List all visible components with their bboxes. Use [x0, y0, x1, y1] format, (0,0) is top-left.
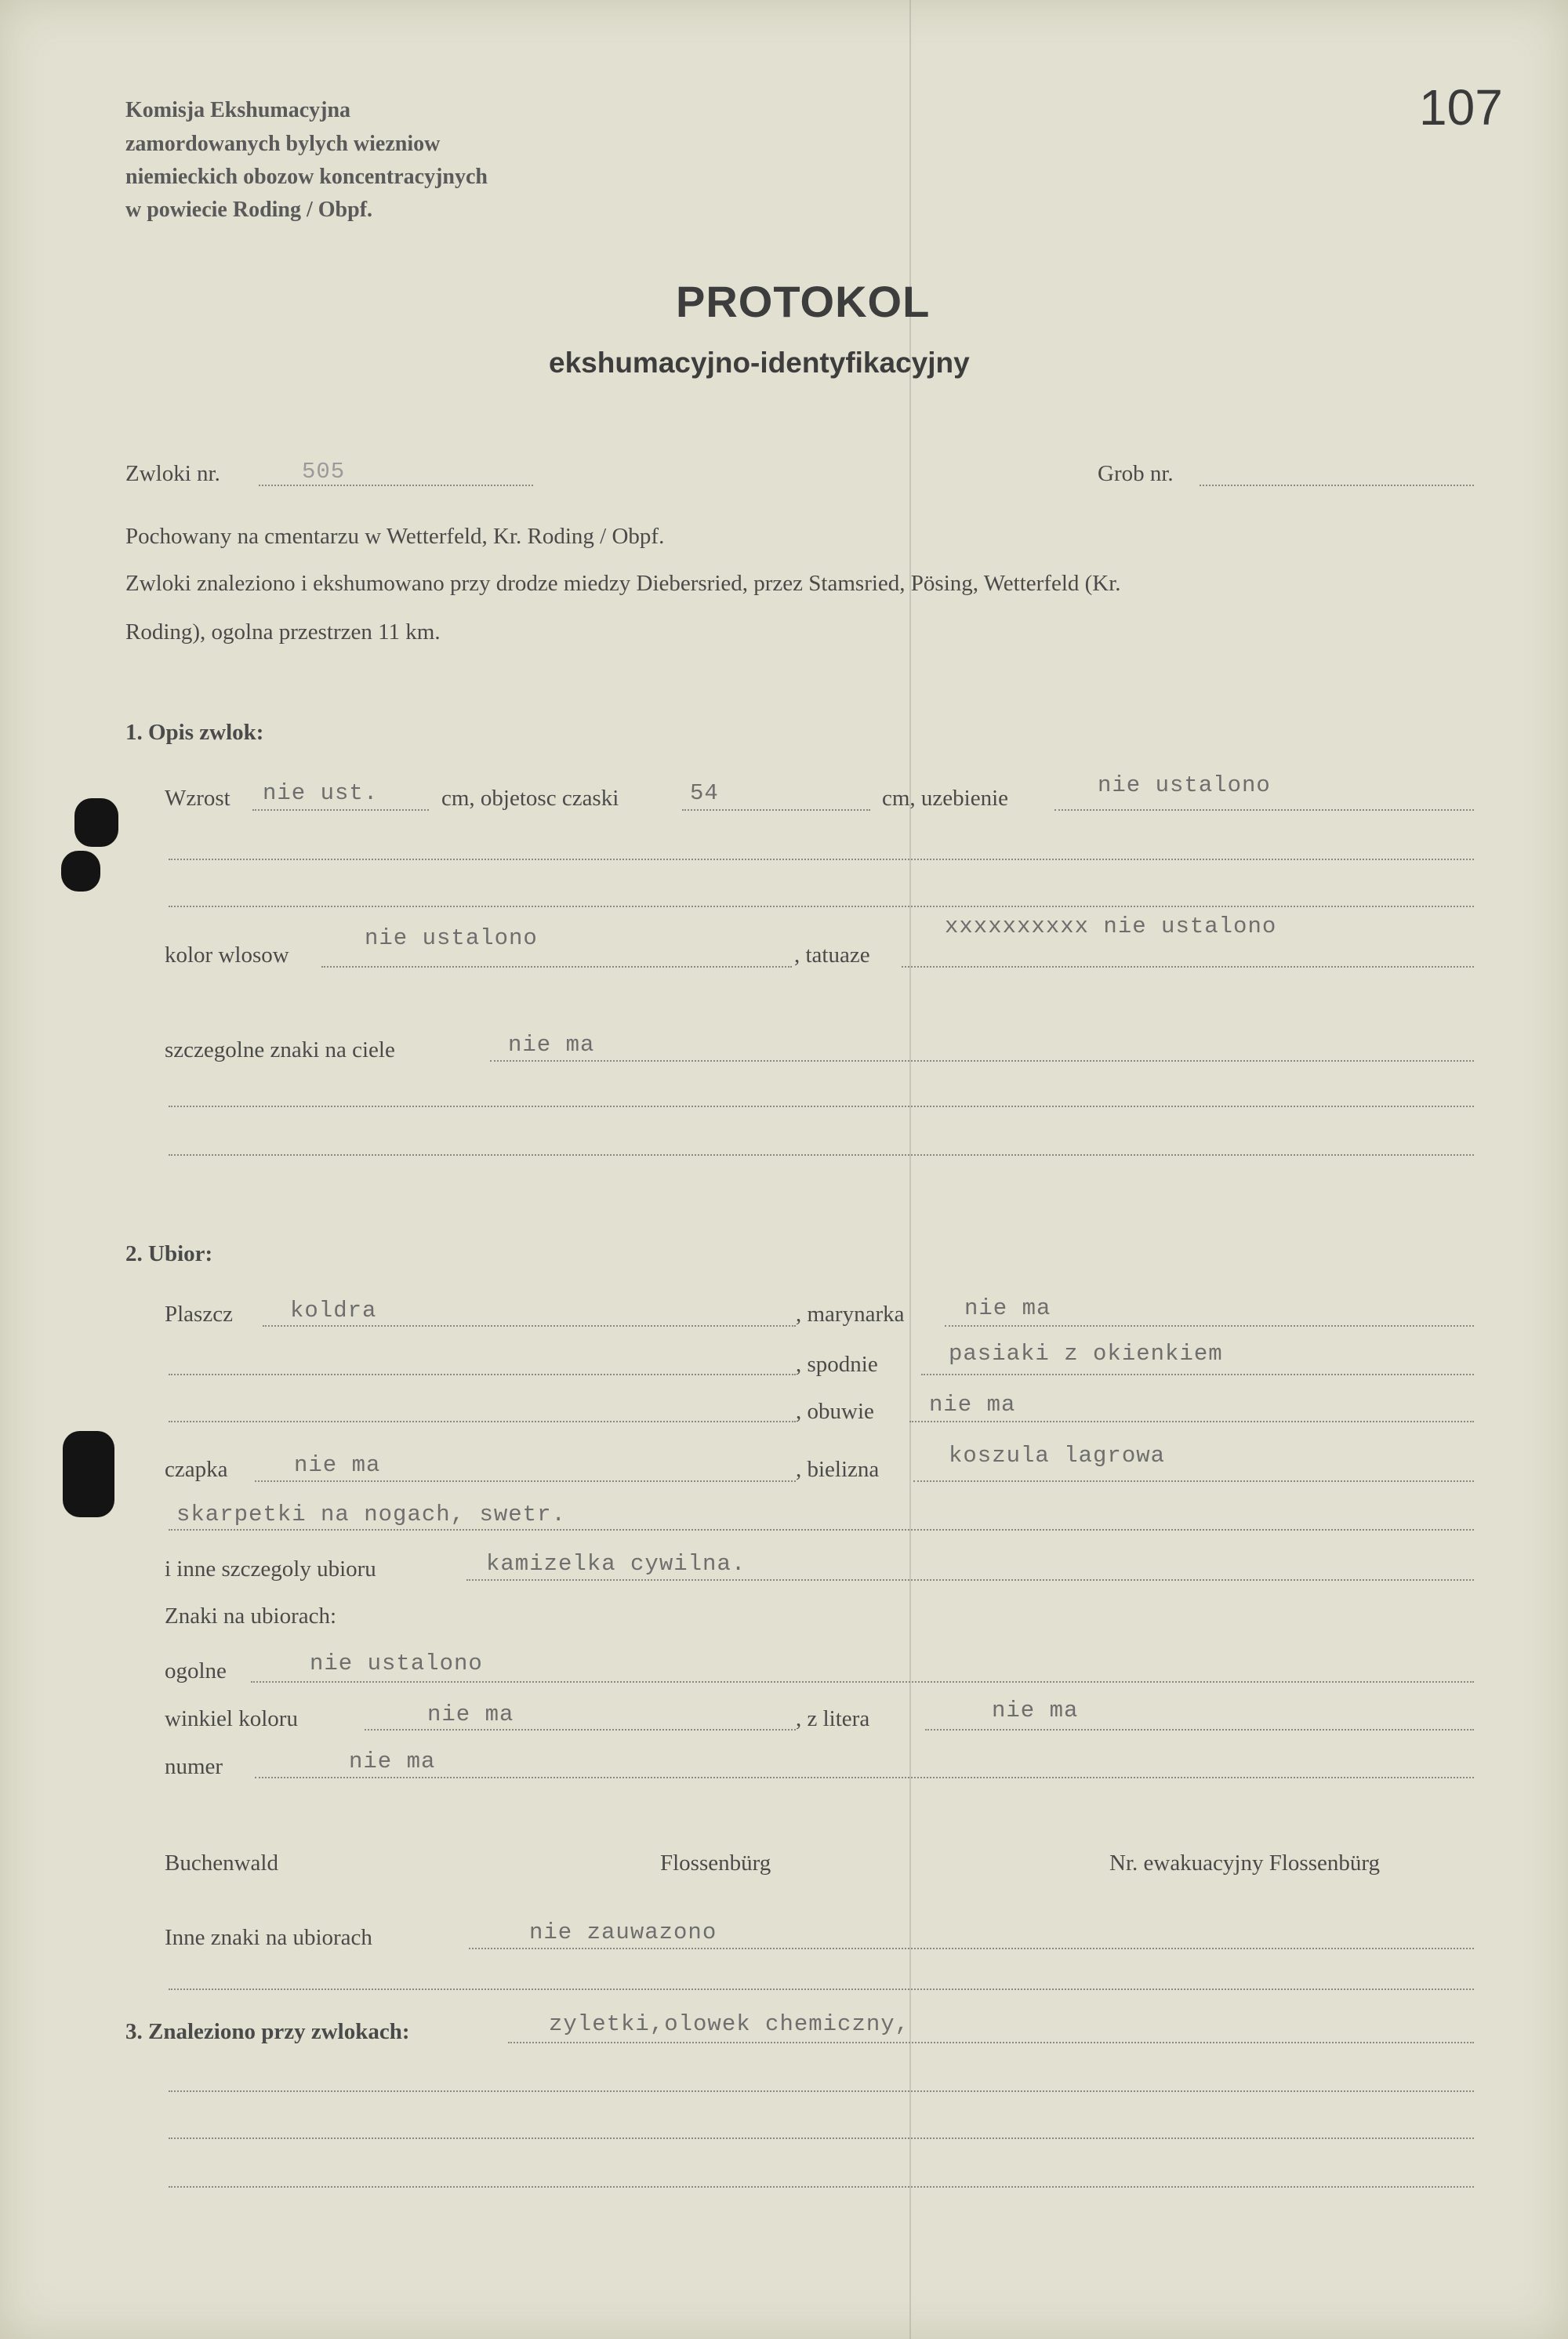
- znaki-ubior-label: Znaki na ubiorach:: [165, 1604, 337, 1629]
- plaszcz-value: koldra: [290, 1298, 377, 1324]
- zwloki-value: 505: [302, 459, 346, 485]
- section1-heading: 1. Opis zwlok:: [125, 720, 264, 745]
- czaszka-value: 54: [690, 780, 719, 806]
- buried-line: Pochowany na cmentarzu w Wetterfeld, Kr. Roding / Obpf.: [125, 524, 665, 549]
- czapka-label: czapka: [165, 1457, 228, 1482]
- wzrost-value: nie ust.: [263, 780, 379, 806]
- inne-znaki-label: Inne znaki na ubiorach: [165, 1925, 372, 1950]
- buchenwald-label: Buchenwald: [165, 1850, 278, 1876]
- section3-value: zyletki,olowek chemiczny,: [549, 2011, 910, 2037]
- section3-heading: 3. Znaleziono przy zwlokach:: [125, 2019, 410, 2044]
- inne-znaki-value: nie zauwazono: [529, 1920, 717, 1945]
- marynarka-value: nie ma: [964, 1295, 1051, 1321]
- grob-label: Grob nr.: [1098, 461, 1174, 486]
- spodnie-value: pasiaki z okienkiem: [949, 1341, 1223, 1367]
- tatuaze-value: xxxxxxxxxx nie ustalono: [945, 913, 1277, 939]
- marynarka-label: , marynarka: [796, 1302, 905, 1327]
- ewak-label: Nr. ewakuacyjny Flossenbürg: [1109, 1850, 1380, 1876]
- document-title: PROTOKOL: [676, 277, 931, 326]
- extra-clothing-value: skarpetki na nogach, swetr.: [176, 1502, 566, 1527]
- uzebienie-value: nie ustalono: [1098, 772, 1271, 798]
- org-line-3: niemieckich obozow koncentracyjnych: [125, 165, 488, 189]
- found-line-2: Roding), ogolna przestrzen 11 km.: [125, 619, 441, 645]
- znaki-label: szczegolne znaki na ciele: [165, 1037, 395, 1062]
- znaki-value: nie ma: [508, 1032, 595, 1058]
- czapka-value: nie ma: [294, 1452, 381, 1478]
- org-line-1: Komisja Ekshumacyjna: [125, 98, 351, 122]
- obuwie-value: nie ma: [929, 1392, 1016, 1418]
- flossenburg-label: Flossenbürg: [660, 1850, 771, 1876]
- bielizna-label: , bielizna: [796, 1457, 880, 1482]
- section2-heading: 2. Ubior:: [125, 1241, 213, 1266]
- spodnie-label: , spodnie: [796, 1352, 878, 1377]
- punch-hole: [63, 1431, 114, 1517]
- inne-value: kamizelka cywilna.: [486, 1551, 746, 1577]
- org-line-2: zamordowanych bylych wiezniow: [125, 132, 441, 156]
- ogolne-label: ogolne: [165, 1658, 227, 1683]
- inne-label: i inne szczegoly ubioru: [165, 1556, 376, 1582]
- kolor-label: kolor wlosow: [165, 943, 289, 968]
- found-line-1: Zwloki znaleziono i ekshumowano przy drodze miedzy Diebersried, przez Stamsried, Pösing, Wetterfeld (Kr.: [125, 571, 1121, 596]
- bielizna-value: koszula lagrowa: [949, 1443, 1166, 1469]
- ogolne-value: nie ustalono: [310, 1651, 483, 1676]
- plaszcz-label: Plaszcz: [165, 1302, 233, 1327]
- page-number: 107: [1419, 79, 1503, 136]
- winkiel-label: winkiel koloru: [165, 1706, 298, 1731]
- punch-hole: [74, 798, 118, 847]
- cm1-label: cm, objetosc czaski: [441, 786, 619, 811]
- tatuaze-label: , tatuaze: [794, 943, 870, 968]
- winkiel-value: nie ma: [427, 1702, 514, 1727]
- zwloki-label: Zwloki nr.: [125, 461, 220, 486]
- numer-value: nie ma: [349, 1749, 436, 1774]
- punch-hole: [61, 851, 100, 892]
- document-subtitle: ekshumacyjno-identyfikacyjny: [549, 347, 970, 379]
- obuwie-label: , obuwie: [796, 1399, 874, 1424]
- litera-label: , z litera: [796, 1706, 870, 1731]
- cm2-label: cm, uzebienie: [882, 786, 1009, 811]
- org-line-4: w powiecie Roding / Obpf.: [125, 198, 373, 222]
- numer-label: numer: [165, 1754, 223, 1779]
- kolor-value: nie ustalono: [365, 925, 538, 951]
- litera-value: nie ma: [992, 1698, 1079, 1723]
- wzrost-label: Wzrost: [165, 786, 230, 811]
